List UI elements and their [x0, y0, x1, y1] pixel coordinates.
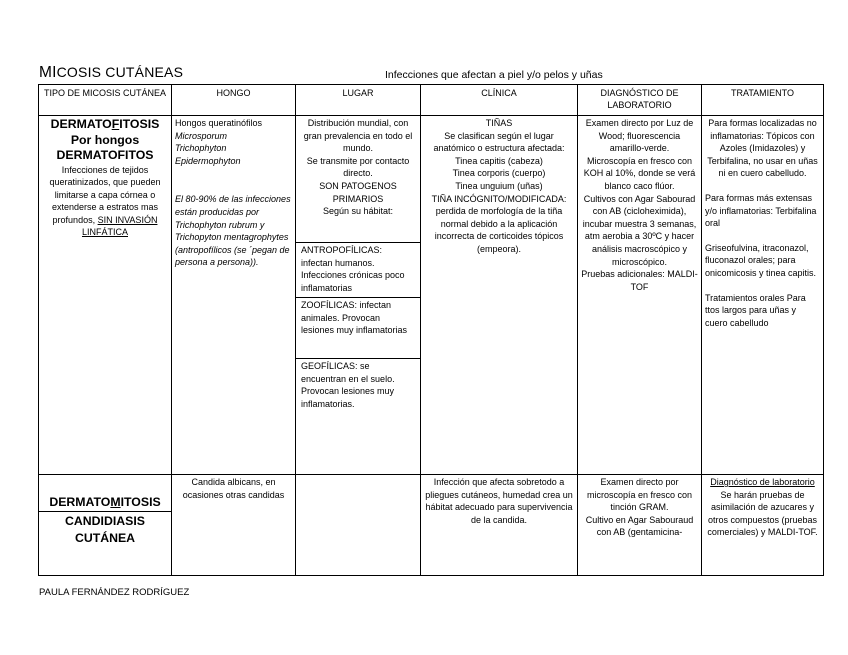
desc-underlined: SIN INVASIÓN LINFÁTICA [81, 214, 158, 238]
table-row-dermatomitosis [39, 475, 824, 576]
geo-line-2: Provocan lesiones muy inflamatorias. [301, 386, 395, 409]
header-hongo: HONGO [172, 85, 296, 116]
diag-line-3: Cultivos con Agar Sabourad con AB (cicloheximida), incubar muestra 3 semanas, atm aerobia a 30ºC y hacer análisis macroscópico y microscópico. [582, 193, 697, 267]
title-prefix: MI [39, 64, 57, 81]
header-row [39, 85, 824, 116]
species-epidermophyton: Epidermophyton [175, 155, 241, 166]
candidiasis-title: CANDIDIASIS CUTÁNEA [65, 514, 145, 545]
dermatofitosis-sub1: Por hongos [70, 132, 140, 147]
lugar-line-3: SON PATOGENOS PRIMARIOS [319, 180, 397, 204]
trat-block-1: Para formas localizadas no inflamatorias: Tópicos con Azoles (Imidazoles) y Terbifalina, no usar en uñas ni en cuero cabelludo. [707, 118, 818, 179]
cell-diagnostico-dermatofitosis [578, 116, 702, 475]
trat-block-4: Tratamientos orales Para ttos largos para uñas y cuero cabelludo [705, 292, 806, 328]
trat2-text: Se harán pruebas de asimilación de azucares y otros compuestos (pruebas comerciales) y MALDI-TOF. [707, 489, 818, 538]
title-part-3: ITOSIS [119, 117, 160, 131]
title-rest: COSIS CUTÁNEAS [56, 64, 184, 80]
title2-part-1: DERMATO [49, 495, 111, 509]
header-tipo: TIPO DE MICOSIS CUTÁNEA [39, 85, 172, 116]
clinica-line-1: TIÑAS [485, 118, 513, 128]
lugar-antropofilicas: ANTROPOFÍLICAS: infectan humanos. Infecciones crónicas poco inflamatorias [296, 243, 420, 298]
title-part-2: F [111, 117, 120, 131]
lugar-line-2: Se transmite por contacto directo. [306, 155, 410, 179]
lugar-line-1: Distribución mundial, con gran prevalencia en todo el mundo. [303, 118, 413, 154]
clinica-line-6: TIÑA INCÓGNITO/MODIFICADA: [431, 193, 567, 204]
clinica-line-5: Tinea unguium (uñas) [455, 180, 543, 191]
clinica-line-7: perdida de morfología de la tiña normal debido a la aplicación incorrecta de corticoides tópicos (empeora). [434, 206, 564, 254]
clinica-line-2: Se clasifican según el lugar anatómico o estructura afectada: [433, 130, 565, 154]
dermatofitosis-sub2: DERMATOFITOS [56, 148, 154, 162]
cell-clinica-dermatofitosis [421, 116, 578, 475]
subtitle: Infecciones que afectan a piel y/o pelos y uñas [385, 69, 603, 81]
hongo-line1: Hongos queratinófilos [175, 118, 263, 128]
lugar-zoofilicas: ZOOFÍLICAS: infectan animales. Provocan lesiones muy inflamatorias [296, 298, 420, 359]
diag-line-4: Pruebas adicionales: MALDI-TOF [581, 269, 698, 292]
author: PAULA FERNÁNDEZ RODRÍGUEZ [39, 587, 190, 598]
diag2-line-2: Cultivo en Agar Sabouraud con AB (gentamicina- [585, 514, 694, 538]
header-clinica: CLÍNICA [421, 85, 578, 116]
cell-lugar-dermatofitosis [296, 116, 421, 475]
title-part-1: DERMATO [50, 117, 112, 131]
cell-tipo-dermatofitosis [39, 116, 172, 475]
clinica-line-3: Tinea capitis (cabeza) [455, 155, 543, 166]
trat2-head: Diagnóstico de laboratorio [710, 477, 815, 487]
lugar-geofilicas [296, 359, 420, 411]
geo-line-1: GEOFÍLICAS: se encuentran en el suelo. [301, 361, 395, 384]
diag-line-1: Examen directo por Luz de Wood; fluorescencia amarillo-verde. [585, 118, 694, 154]
title2-part-3: ITOSIS [120, 495, 161, 509]
header-lugar: LUGAR [296, 85, 421, 116]
diag-line-2: Microscopía en fresco con KOH al 10%, donde se verá blanco caco flúor. [583, 155, 696, 191]
hongo-note: El 80-90% de las infecciones están producidas por Trichophyton rubrum y Trichopyton mentagrophytes (antropofílicos (se ´pegan de persona a persona)). [175, 194, 291, 268]
cell-tratamiento-candida [702, 475, 824, 576]
micosis-table [38, 84, 824, 576]
cell-tipo-dermatomitosis [39, 475, 172, 576]
title2-part-2: M [110, 495, 121, 509]
table-row-dermatofitosis [39, 116, 824, 475]
desc-text: Infecciones de tejidos queratinizados, que pueden limitarse a capa córnea o extenderse a estratos mas profundos, [49, 164, 161, 225]
page-title [39, 64, 183, 82]
species-trichophyton: Trichophyton [175, 143, 227, 154]
trat-block-2: Para formas más extensas y/o inflamatorias: Terbifalina oral [705, 192, 817, 229]
cell-lugar-candida [296, 475, 421, 576]
species-microsporum: Microsporum [175, 130, 228, 141]
cell-tratamiento-dermatofitosis [702, 116, 824, 475]
cell-hongo-dermatofitosis [172, 116, 296, 475]
cell-diagnostico-candida [578, 475, 702, 576]
diag2-line-1: Examen directo por microscopía en fresco con tinción GRAM. [586, 477, 693, 513]
header-diagnostico: DIAGNÓSTICO DE LABORATORIO [578, 85, 702, 116]
trat-block-3: Griseofulvina, itraconazol, fluconazol orales; para onicomicosis y tinea capitis. [705, 242, 817, 278]
lugar-line-4: Según su hábitat: [322, 206, 394, 217]
cell-hongo-candida: Candida albicans, en ocasiones otras candidas [172, 475, 296, 576]
header-tratamiento: TRATAMIENTO [702, 85, 824, 116]
dermatomitosis-title [39, 475, 171, 512]
clinica-line-4: Tinea corporis (cuerpo) [452, 168, 546, 179]
dermatofitosis-title [42, 117, 168, 133]
dermatofitosis-desc [42, 164, 168, 240]
cell-clinica-candida: Infección que afecta sobretodo a pliegues cutáneos, humedad crea un hábitat adecuado para supervivencia de la candida. [421, 475, 578, 576]
lugar-top [296, 116, 420, 243]
